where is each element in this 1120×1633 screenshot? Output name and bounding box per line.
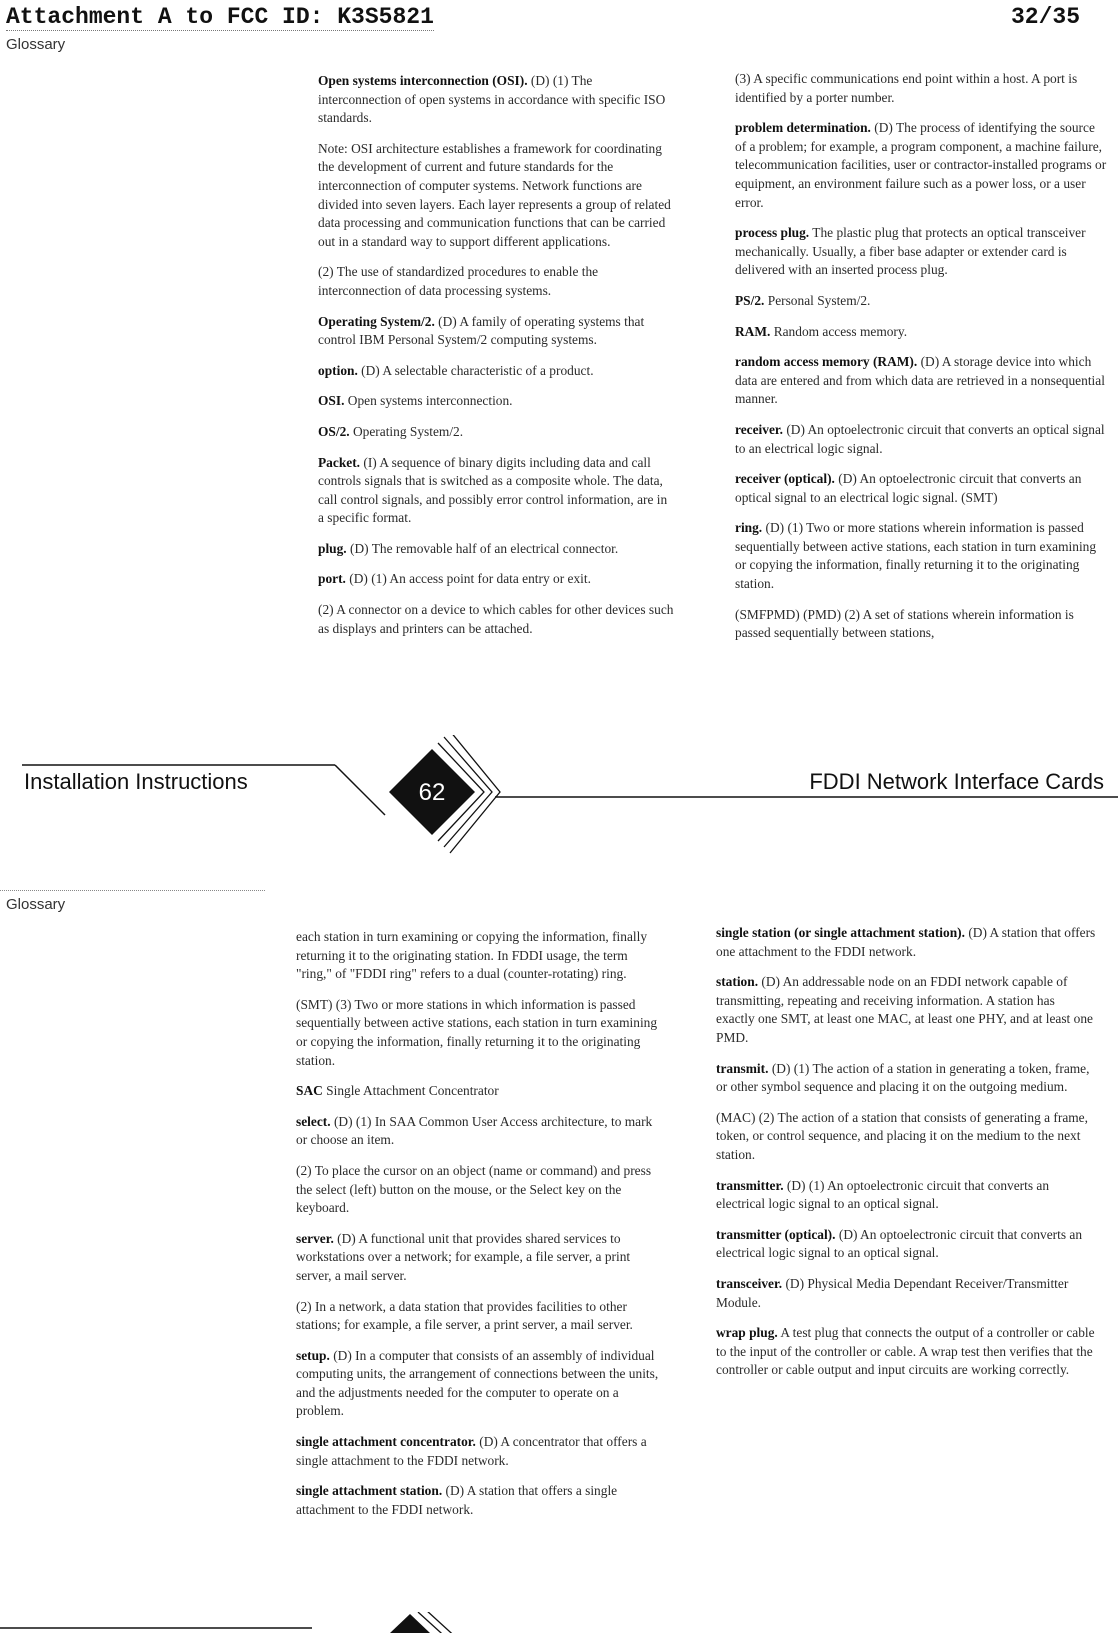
glossary-entry: [296, 996, 661, 1070]
glossary-definition: A test plug that connects the output of a controller or cable to the input of the controller or cable. A wrap test then verifies that the controller or cable output and input circuits are working correctly.: [716, 1325, 1095, 1378]
glossary-definition: (D) An optoelectronic circuit that converts an electrical logic signal to an optical signal.: [716, 1226, 1083, 1261]
glossary-entry: [296, 1482, 661, 1519]
glossary-entry: [318, 392, 676, 411]
glossary-definition: (D) The process of identifying the source of a problem; for example, a program component, a machine failure, telecommunication facilities, user or contractor-installed programs or equipment, an environment failure such as a power loss, or a user error.: [735, 120, 1107, 210]
glossary-definition: (D) A selectable characteristic of a product.: [361, 362, 594, 378]
glossary-term: problem determination.: [735, 120, 871, 136]
glossary-entry: [296, 1162, 661, 1218]
glossary-entry: [716, 1177, 1096, 1214]
glossary-entry: [296, 1082, 661, 1101]
glossary-term: OS/2.: [318, 423, 350, 439]
glossary-entry: [735, 353, 1107, 409]
glossary-definition: (D) An optoelectronic circuit that converts an optical signal to an electrical logic signal.: [735, 421, 1105, 456]
section-label-bottom: Glossary: [6, 896, 66, 913]
glossary-definition: Random access memory.: [773, 323, 908, 339]
glossary-term: port.: [318, 571, 346, 587]
glossary-term: random access memory (RAM).: [735, 354, 918, 370]
glossary-entry: [296, 1433, 661, 1470]
glossary-term: option.: [318, 362, 358, 378]
glossary-entry: [716, 924, 1096, 961]
glossary-term: plug.: [318, 540, 347, 556]
footer-decoration-bottom: [0, 1612, 1120, 1633]
glossary-definition: (D) (1) An access point for data entry or exit.: [349, 571, 591, 587]
page-footer-bottom: [0, 1612, 1120, 1633]
glossary-definition: (D) An addressable node on an FDDI network capable of transmitting, repeating and receiving information. A station has exactly one SMT, at least one MAC, at least one PHY, and at least one PMD.: [716, 974, 1093, 1045]
glossary-term: OSI.: [318, 393, 345, 409]
divider-dotted: [0, 890, 265, 891]
glossary-entry: [716, 1060, 1096, 1097]
glossary-definition: Note: OSI architecture establishes a framework for coordinating the development of current and future standards for the interconnection of computer systems. Network functions are divided into seven layers. Each layer represents a group of related data processing and communication functions that can be carried out in a standard way to support different applications.: [318, 140, 671, 249]
glossary-column-top-left: [318, 72, 676, 650]
glossary-definition: (D) A family of operating systems that control IBM Personal System/2 computing systems.: [318, 313, 645, 348]
glossary-column-bottom-left: [296, 928, 661, 1531]
footer-left-title: Installation Instructions: [24, 769, 248, 794]
glossary-term: transmit.: [716, 1060, 769, 1076]
glossary-definition: (D) (1) The interconnection of open systems in accordance with specific ISO standards.: [318, 73, 666, 126]
glossary-definition: (D) (1) An optoelectronic circuit that converts an electrical logic signal to an optical signal.: [716, 1177, 1050, 1212]
glossary-entry: [735, 292, 1107, 311]
glossary-definition: (D) A concentrator that offers a single attachment to the FDDI network.: [296, 1434, 647, 1468]
glossary-term: single attachment station.: [296, 1483, 443, 1499]
glossary-entry: [716, 1226, 1096, 1263]
glossary-entry: [318, 362, 676, 381]
glossary-entry: [735, 421, 1107, 458]
glossary-entry: [318, 601, 676, 638]
glossary-term: setup.: [296, 1347, 330, 1363]
glossary-entry: [318, 423, 676, 442]
glossary-definition: The plastic plug that protects an optical transceiver mechanically. Usually, a fiber base adapter or extender card is delivered with an inserted process plug.: [735, 225, 1086, 278]
glossary-term: Operating System/2.: [318, 313, 435, 329]
glossary-definition: Personal System/2.: [767, 292, 871, 308]
glossary-definition: (SMFPMD) (PMD) (2) A set of stations wherein information is passed sequentially between stations,: [735, 606, 1074, 641]
glossary-term: receiver.: [735, 421, 783, 437]
glossary-entry: [716, 1109, 1096, 1165]
glossary-entry: [296, 1230, 661, 1286]
glossary-entry: [716, 973, 1096, 1047]
glossary-definition: (D) (1) Two or more stations wherein information is passed sequentially between active stations, each station in turn examining or copying the information, finally returning it to the originating station.: [735, 520, 1097, 592]
page-footer-top: [0, 735, 1120, 865]
glossary-term: PS/2.: [735, 292, 765, 308]
glossary-entry: [735, 70, 1107, 107]
glossary-term: ring.: [735, 520, 763, 536]
glossary-term: single attachment concentrator.: [296, 1434, 476, 1450]
glossary-term: select.: [296, 1113, 331, 1129]
glossary-term: wrap plug.: [716, 1325, 778, 1341]
glossary-entry: [296, 1113, 661, 1150]
glossary-definition: (D) A station that offers a single attachment to the FDDI network.: [296, 1483, 618, 1517]
glossary-definition: (MAC) (2) The action of a station that consists of generating a frame, token, or control sequence, and placing it on the medium to the next station.: [716, 1109, 1088, 1162]
glossary-entry: [318, 140, 676, 252]
glossary-definition: (D) In a computer that consists of an assembly of individual computing units, the arrangement of connections between the units, and the adjustments needed for the computer to operate on a problem.: [296, 1347, 659, 1419]
glossary-definition: (2) To place the cursor on an object (name or command) and press the select (left) button on the mouse, or the Select key on the keyboard.: [296, 1162, 652, 1216]
attachment-title: Attachment A to FCC ID: K3S5821: [6, 4, 434, 30]
glossary-entry: [296, 1298, 661, 1335]
glossary-entry: [735, 519, 1107, 593]
glossary-entry: [735, 119, 1107, 212]
footer-right-title: FDDI Network Interface Cards: [809, 769, 1104, 794]
glossary-definition: (I) A sequence of binary digits including data and call controls signals that is switched as a composite whole. The data, call control signals, and possibly error control information, are in a specific format.: [318, 454, 668, 526]
glossary-term: transceiver.: [716, 1275, 783, 1291]
page-number: 62: [418, 779, 446, 806]
page-counter: 32/35: [1010, 4, 1080, 30]
glossary-term: single station (or single attachment station).: [716, 925, 965, 940]
glossary-definition: (SMT) (3) Two or more stations in which information is passed sequentially between active stations, each station in turn examining or copying the information, finally returning it to the originating station.: [296, 996, 658, 1068]
glossary-entry: [735, 323, 1107, 342]
glossary-definition: (D) (1) In SAA Common User Access architecture, to mark or choose an item.: [296, 1113, 653, 1148]
glossary-entry: [735, 470, 1107, 507]
glossary-entry: [716, 1275, 1096, 1312]
glossary-definition: (D) The removable half of an electrical connector.: [350, 540, 619, 556]
glossary-term: Open systems interconnection (OSI).: [318, 73, 528, 88]
glossary-definition: Single Attachment Concentrator: [326, 1083, 499, 1099]
glossary-entry: [296, 928, 661, 984]
glossary-entry: [318, 454, 676, 528]
glossary-entry: [318, 540, 676, 559]
glossary-term: transmitter.: [716, 1177, 784, 1193]
glossary-entry: [296, 1347, 661, 1421]
glossary-definition: Open systems interconnection.: [347, 393, 513, 409]
glossary-entry: [318, 313, 676, 350]
section-label-top: Glossary: [6, 36, 66, 53]
glossary-term: Packet.: [318, 454, 361, 470]
glossary-definition: (3) A specific communications end point within a host. A port is identified by a porter number.: [735, 71, 1078, 105]
glossary-definition: (2) In a network, a data station that provides facilities to other stations; for example, a file server, a print server, a mail server.: [296, 1298, 633, 1333]
glossary-column-top-right: [735, 70, 1107, 655]
glossary-entry: [735, 606, 1107, 643]
glossary-term: transmitter (optical).: [716, 1226, 836, 1242]
glossary-term: server.: [296, 1230, 334, 1246]
glossary-term: process plug.: [735, 225, 810, 241]
glossary-entry: [318, 263, 676, 300]
footer-decoration: [0, 735, 1120, 865]
glossary-entry: [318, 72, 676, 128]
glossary-term: station.: [716, 974, 759, 990]
glossary-definition: (D) A station that offers one attachment to the FDDI network.: [716, 925, 1096, 959]
glossary-definition: (D) A functional unit that provides shared services to workstations over a network; for example, a file server, a print server, a mail server.: [296, 1230, 631, 1283]
glossary-definition: Operating System/2.: [353, 423, 464, 439]
glossary-definition: (D) A storage device into which data are entered and from which data are retrieved in a nonsequential manner.: [735, 354, 1105, 407]
glossary-definition: (D) (1) The action of a station in generating a token, frame, or other symbol sequence and placing it on the outgoing medium.: [716, 1060, 1090, 1095]
glossary-definition: (D) Physical Media Dependant Receiver/Transmitter Module.: [716, 1275, 1069, 1310]
glossary-definition: (2) The use of standardized procedures to enable the interconnection of data processing systems.: [318, 264, 599, 298]
glossary-definition: (D) An optoelectronic circuit that converts an optical signal to an electrical logic signal. (SMT): [735, 471, 1082, 505]
glossary-entry: [318, 570, 676, 589]
glossary-term: RAM.: [735, 323, 771, 339]
glossary-entry: [735, 224, 1107, 280]
glossary-column-bottom-right: [716, 924, 1096, 1392]
glossary-entry: [716, 1324, 1096, 1380]
glossary-definition: each station in turn examining or copying the information, finally returning it to the originating station. In FDDI usage, the term "ring," of "FDDI ring" refers to a dual (counter-rotating) ring.: [296, 929, 648, 982]
glossary-term: receiver (optical).: [735, 471, 835, 487]
glossary-term: SAC: [296, 1083, 323, 1099]
glossary-definition: (2) A connector on a device to which cables for other devices such as displays and printers can be attached.: [318, 602, 674, 636]
